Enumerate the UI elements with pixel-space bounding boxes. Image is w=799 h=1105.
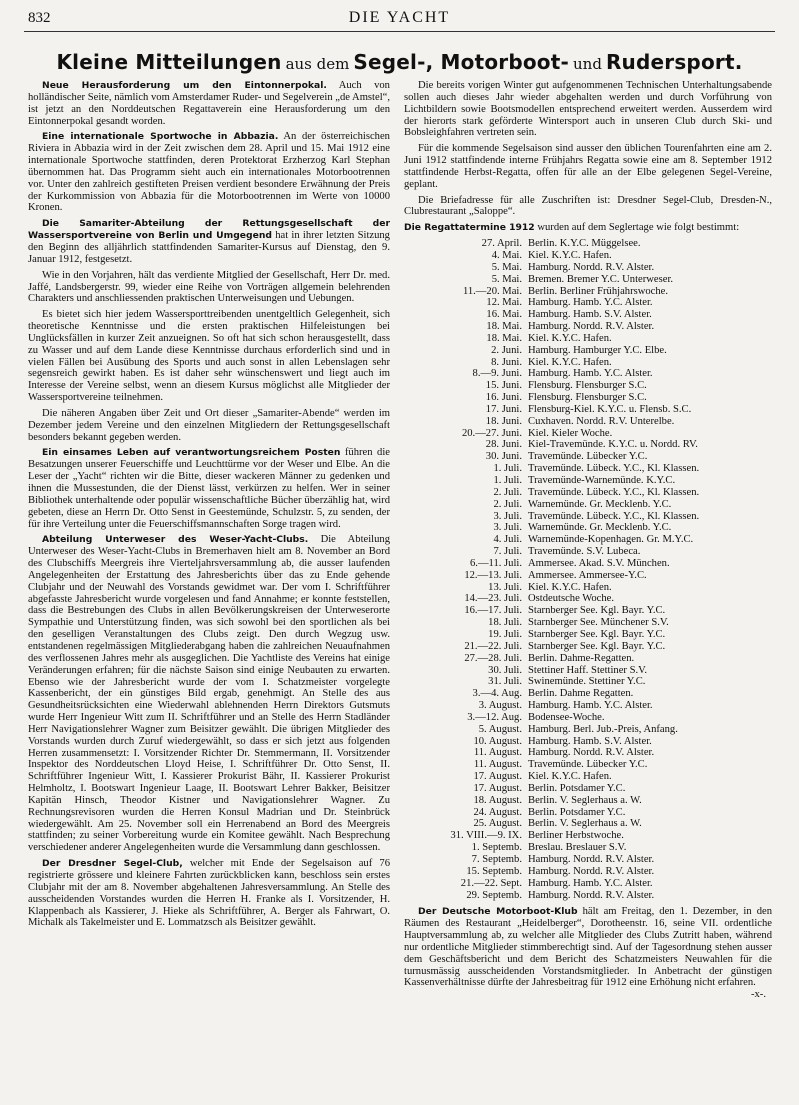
table-row (404, 866, 699, 878)
regatta-date: 19. Juli. (488, 628, 522, 640)
table-row (404, 807, 699, 819)
running-title: DIE YACHT (348, 9, 451, 26)
table-row (404, 771, 699, 783)
table-row (404, 345, 699, 357)
regatta-date: 30. Juni. (485, 451, 522, 463)
regatta-date: 27.—28. Juli. (464, 652, 522, 664)
regatta-date: 20.—27. Juni. (461, 427, 522, 439)
table-row (404, 522, 699, 534)
regatta-date: 10. August. (473, 735, 522, 747)
table-row (404, 783, 699, 795)
regatta-event: Travemünde-Warnemünde. K.Y.C. (528, 475, 676, 486)
regatta-date: 29. Septemb. (466, 889, 522, 901)
regatta-event: Hamburg. Hamb. Y.C. Alster. (528, 700, 653, 712)
article-unterweser (28, 534, 390, 854)
table-row (404, 534, 699, 546)
article-paragraph: Die näheren Angaben über Zeit und Ort dieser „Samariter-Abende“ werden im Dezember jedem Vereine und den einzelnen Mitgliedern der Rettungsgesellschaft besonders bekannt gegeben werden. (28, 407, 390, 443)
table-row (404, 499, 699, 511)
regatta-date: 14.—23. Juli. (464, 593, 522, 605)
table-row (404, 582, 699, 594)
table-row (404, 818, 699, 830)
table-row (404, 463, 699, 475)
regatta-event: Flensburg. Flensburger S.C. (528, 380, 647, 392)
regatta-event: Hamburg. Hamb. S.V. Alster. (528, 735, 652, 747)
article-regattatermine (404, 222, 772, 234)
table-row (404, 380, 699, 392)
regatta-date: 15. Juni. (485, 380, 522, 392)
table-row (404, 558, 699, 570)
regatta-date: 18. Mai. (486, 332, 522, 344)
article-body: wurden auf dem Seglertage wie folgt bestimmt: (537, 222, 740, 234)
table-row (404, 428, 699, 440)
regatta-date: 25. August. (473, 818, 522, 830)
regatta-date: 3. Juli. (493, 522, 522, 534)
regatta-event: Cuxhaven. Nordd. R.V. Unterelbe. (528, 415, 675, 427)
regatta-date: 12.—13. Juli. (464, 569, 522, 581)
table-row (404, 712, 699, 724)
article-heading: Die Samariter-Abteilung der Rettungsgesellschaft der Wassersportvereine von Berlin und Umgegend (28, 218, 390, 242)
regatta-event: Hamburg. Nordd. R.V. Alster. (528, 854, 655, 865)
regatta-date: 27. April. (481, 238, 522, 250)
article-motorboot (404, 906, 773, 1001)
header-rule (24, 31, 775, 32)
table-row (404, 629, 699, 641)
regatta-event: Flensburg. Flensburger S.C. (528, 392, 647, 404)
article-heading: Die Regattatermine 1912 (404, 222, 535, 234)
regatta-date: 11. August. (473, 759, 522, 771)
author-signature: -x-. (750, 989, 766, 1001)
table-row (404, 676, 699, 688)
table-row (404, 665, 699, 677)
regatta-date: 8.—9. Juni. (472, 368, 522, 380)
regatta-date: 28. Juni. (485, 439, 522, 451)
regatta-event: Kiel. K.Y.C. Hafen. (528, 771, 612, 783)
table-row (404, 416, 699, 428)
regatta-date: 5. Mai. (491, 261, 522, 273)
table-row (404, 736, 699, 748)
table-row (404, 700, 699, 712)
regatta-date: 18. August. (473, 794, 522, 806)
regatta-event: Berliner Herbstwoche. (528, 830, 624, 842)
table-row (404, 878, 699, 890)
table-row (404, 842, 699, 854)
regatta-event: Warnemünde-Kopenhagen. Gr. M.Y.C. (528, 534, 694, 546)
regatta-event: Warnemünde. Gr. Mecklenb. Y.C. (528, 522, 672, 534)
regatta-date: 3. Juli. (493, 510, 522, 522)
regatta-date: 21.—22. Sept. (460, 877, 522, 889)
article-sportwoche (28, 131, 390, 214)
regatta-date: 21.—22. Juli. (464, 640, 522, 652)
table-row (404, 759, 699, 771)
table-row (404, 890, 699, 902)
table-row (404, 605, 699, 617)
regatta-date: 3.—4. Aug. (472, 688, 522, 700)
regatta-date: 16.—17. Juli. (464, 605, 522, 617)
regatta-event: Travemünde. Lübeck. Y.C., Kl. Klassen. (528, 486, 700, 498)
regatta-date: 30. Juli. (488, 664, 522, 676)
page-number: 832 (28, 10, 51, 26)
left-column (28, 80, 390, 933)
regatta-date: 3.—12. Aug. (467, 711, 522, 723)
regatta-date: 7. Juli. (493, 546, 522, 558)
article-heading: Der Deutsche Motorboot-Klub (418, 906, 578, 918)
article-body: An der österreichischen Riviera in Abbazia wird in der Zeit zwischen dem 28. April und 15. Mai 1912 eine internationale Sportwoche stattfinden, deren Protektorat Erzherzog Karl Stephan übernommen hat. Das Programm sieht auch ein internationales Motorbootrennen vor. Unter den zahlreich gestifteten Preisen verdient besondere Erwähnung der Preis der Kurkommission von Abbazia für die Motorbootrennen im Werte von 10000 Kronen. (28, 131, 390, 214)
regatta-date: 4. Juli. (493, 534, 522, 546)
regatta-date: 17. August. (473, 771, 522, 783)
regatta-event: Hamburg. Nordd. R.V. Alster. (528, 321, 655, 333)
regatta-event: Hamburg. Nordd. R.V. Alster. (528, 261, 655, 273)
headline-part-2: aus dem (285, 55, 350, 73)
regatta-date: 1. Juli. (493, 475, 522, 486)
regatta-date: 16. Juni. (485, 392, 522, 404)
regatta-event: Travemünde. Lübecker Y.C. (528, 451, 648, 463)
section-headline (0, 50, 799, 74)
table-row (404, 368, 699, 380)
table-row (404, 688, 699, 700)
regatta-date: 31. VIII.—9. IX. (450, 830, 522, 842)
regatta-date: 7. Septemb. (471, 854, 522, 865)
table-row (404, 309, 699, 321)
regatta-event: Berlin. Potsdamer Y.C. (528, 782, 626, 794)
regatta-event: Kiel. K.Y.C. Hafen. (528, 332, 612, 344)
regatta-event: Hamburg. Nordd. R.V. Alster. (528, 889, 655, 901)
regatta-date: 6.—11. Juli. (470, 557, 522, 569)
article-body: welcher mit Ende der Segelsaison auf 76 registrierte grössere und kleinere Fahrten zurückblicken kann, beschloss sein erstes Clubjahr mit der am 8. November abgehaltenen Jahresversammlung. An Stelle des ausscheidenden Vorstandes wurden die Herren H. Franke als I. Vorsitzender, H. Klappenbach als Kassierer, J. Hieke als Schriftführer, A. Berger als Fahrwart, O. Michalk als Takelmeister und E. Lommatzsch als Beisitzer gewählt. (28, 858, 391, 929)
table-row (404, 830, 699, 842)
regatta-event: Berlin. V. Seglerhaus a. W. (528, 818, 642, 830)
regatta-event: Bremen. Bremer Y.C. Unterweser. (528, 273, 674, 285)
headline-part-1: Kleine Mitteilungen (56, 50, 282, 74)
article-heading: Neue Herausforderung um den Eintonnerpokal. (42, 80, 327, 91)
article-einsames-leben (28, 447, 390, 530)
regatta-date: 16. Mai. (486, 309, 522, 321)
regatta-event: Berlin. K.Y.C. Müggelsee. (528, 238, 641, 250)
table-row (404, 274, 699, 286)
article-body: hat in ihrer letzten Sitzung den Beginn des alljährlich stattfindenden Samariter-Kursus auf Dienstag, den 9. Januar 1912, festgesetzt. (28, 230, 390, 265)
regatta-date: 18. Juni. (485, 415, 522, 427)
regatta-event: Berlin. Dahme-Regatten. (528, 652, 635, 664)
regatta-event: Starnberger See. Münchener S.V. (528, 617, 669, 629)
headline-part-5: Rudersport. (605, 50, 743, 74)
regatta-event: Travemünde. S.V. Lubeca. (528, 546, 641, 558)
article-body: hält am Freitag, den 1. Dezember, in den Räumen des Restaurant „Heidelberger“, Dorotheenstr. 16, seine VII. ordentliche Hauptversammlung ab, zu welcher alle Mitglieder des Clubs Zutritt haben, während nur ordentliche Mitglieder stimmberechtigt sind. Auf der Tagesordnung stehen ausser dem Geschäftsbericht und dem Bericht des Schatzmeisters Neuwahlen für die turnusmässig ausscheidenden Vorstandsmitglieder. In Anbetracht der günstigen Kassenverhältnisse dürfte der Jahresbeitrag für 1912 eine Erhöhung nicht erfahren. (404, 906, 773, 989)
table-row (404, 511, 699, 523)
regatta-date: 12. Mai. (486, 297, 522, 309)
regatta-event: Kiel-Travemünde. K.Y.C. u. Nordd. RV. (528, 439, 698, 451)
table-row (404, 487, 699, 499)
regatta-date: 3. August. (478, 700, 522, 712)
table-row (404, 262, 699, 274)
article-heading: Eine internationale Sportwoche in Abbazia. (42, 131, 279, 143)
article-paragraph: Die Briefadresse für alle Zuschriften ist: Dresdner Segel-Club, Dresden-N., Clubrestaurant „Saloppe“. (404, 194, 772, 218)
article-paragraph: Für die kommende Segelsaison sind ausser den üblichen Tourenfahrten eine am 2. Juni 1912 stattfindende interne Frühjahrs Regatta sowie eine am 8. September 1912 stattfindende Herbst-Regatta, offen für alle an der Elbe gelegenen Segel-Vereine, geplant. (404, 143, 772, 190)
regatta-event: Berlin. Dahme Regatten. (528, 688, 634, 700)
table-row (404, 546, 699, 558)
regatta-event: Kiel. K.Y.C. Hafen. (528, 356, 612, 368)
regatta-date: 2. Juli. (493, 486, 522, 498)
regatta-event: Bodensee-Woche. (528, 711, 605, 723)
regatta-date: 18. Juli. (488, 617, 522, 629)
table-row (404, 357, 699, 369)
table-row (404, 250, 699, 262)
table-row (404, 570, 699, 582)
regatta-event: Hamburg. Hamb. Y.C. Alster. (528, 368, 653, 380)
table-row (404, 641, 699, 653)
regatta-event: Berlin. Potsdamer Y.C. (528, 806, 626, 818)
headline-part-3: Segel-, Motorboot- (353, 50, 569, 74)
regatta-event: Travemünde. Lübeck. Y.C., Kl. Klassen. (528, 463, 700, 475)
regatta-event: Breslau. Breslauer S.V. (528, 842, 627, 854)
table-row (404, 451, 699, 463)
table-row (404, 617, 699, 629)
regatta-event: Kiel. K.Y.C. Hafen. (528, 581, 612, 593)
regatta-event: Ostdeutsche Woche. (528, 593, 615, 605)
regatta-event: Starnberger See. Kgl. Bayr. Y.C. (528, 640, 666, 652)
regatta-event: Hamburg. Hamburger Y.C. Elbe. (528, 344, 667, 356)
regatta-event: Kiel. K.Y.C. Hafen. (528, 249, 612, 261)
right-column (404, 80, 772, 1001)
regatta-event: Starnberger See. Kgl. Bayr. Y.C. (528, 605, 666, 617)
regatta-date: 2. Juni. (491, 344, 522, 356)
regatta-event: Berlin. V. Seglerhaus a. W. (528, 794, 642, 806)
regatta-event: Berlin. Berliner Frühjahrswoche. (528, 285, 669, 297)
table-row (404, 747, 699, 759)
regatta-date: 31. Juli. (488, 676, 522, 688)
article-paragraph: Wie in den Vorjahren, hält das verdiente Mitglied der Gesellschaft, Herr Dr. med. Jaffé, Landsbergerstr. 99, wieder eine Reihe von Vorträgen allgemein belehrenden Charakters und anschliessenden praktischen Unterweisungen und Uebungen. (28, 269, 390, 305)
regatta-date: 1. Juli. (493, 463, 522, 475)
regatta-event: Hamburg. Nordd. R.V. Alster. (528, 747, 655, 759)
regatta-date: 8. Juni. (491, 356, 522, 368)
table-row (404, 475, 699, 487)
article-body: Die Abteilung Unterweser des Weser-Yacht-Clubs in Bremerhaven hielt am 8. November an Bord des Clubschiffs Meergreis ihre Vierteljahrsversammlung ab, die ausser laufenden Angelegenheiten der Erstattung des Jahresberichts über das zu Ende gehende Clubjahr und der Neuwahl des Vorstands gewidmet war. Der vom I. Schriftführer abgefasste Jahresbericht wurde vorgelesen und fand Annahme; er konnte feststellen, dass die Bestrebungen des Clubs in allen Bevölkerungskreisen der Unterweserorte Sympathie und Unterstützung finden, was sich sowohl bei den sportlichen als bei den geselligen Veranstaltungen des Clubs zeigt. Den durch Wegzug usw. entstandenen regelmässigen Mitgliederabgang haben die zahlreichen Neuaufnahmen des verflossenen Jahres mehr als ausgeglichen. Die Yachtliste des Vereins hat einige Veränderungen erfahren; für die nächste Saison sind einige Neubauten zu erwarten. Ebenso wie der Jahresbericht wurde der vom I. Schatzmeister vorgelegte Kassenbericht, der ein günstiges Bild ergab, genehmigt. An Stelle des aus Gesundheitsrücksichten eine Wiederwahl ablehnenden Herrn Direktors Gutsmuts wurde Herr Ingenieur Witt zum II. Schriftführer und an Stelle des Herrn Stadländer Herr Navigationslehrer Wagner zum Beisitzer gewählt. Die übrigen Mitglieder des Vorstands wurden durch Zuruf wiedergewählt, so dass er sich jetzt aus folgenden Herren zusammensetzt: I. Vorsitzender Richter Dr. Stemmermann, II. Vorsitzender Inspektor des Norddeutschen Lloyd Heise, I. Schriftführer Dr. Otto Senst, II. Schriftführer Ingenieur Witt, I. Kassierer Prokurist Bähr, II. Kassierer Prokurist Helmholtz, I. Bootswart Ingenieur Laage, II. Bootswart Lehrer Bakker, Beisitzer Kapitän Hinsch, Theodor Kistner und Navigationslehrer Wagner. Zu Rechnungsrevisoren wurden die Herren Konsul Madrian und Dr. Steinbrück wiedergewählt. Am 25. November soll ein Herrenabend an Bord des Meergreis stattfinden; zu seiner Vorbereitung wurde ein Komitee gewählt. Nach Besprechung verschiedener anderer Angelegenheiten wurde die Versammlung dann geschlossen. (28, 534, 391, 854)
regatta-date: 24. August. (473, 806, 522, 818)
regatta-date: 13. Juli. (488, 581, 522, 593)
regatta-event: Flensburg-Kiel. K.Y.C. u. Flensb. S.C. (528, 403, 692, 415)
table-row (404, 286, 699, 298)
article-heading: Der Dresdner Segel-Club, (42, 858, 183, 870)
regatta-event: Hamburg. Hamb. Y.C. Alster. (528, 297, 653, 309)
regatta-event: Starnberger See. Kgl. Bayr. Y.C. (528, 628, 666, 640)
table-row (404, 392, 699, 404)
table-row (404, 404, 699, 416)
article-body: Auch von holländischer Seite, nämlich vom Amsterdamer Ruder- und Segelverein „de Amstel“, ist jetzt an den Norddeutschen Regattaverein eine Herausforderung um den Eintonnerpokal gesandt worden. (28, 80, 390, 127)
regatta-event: Hamburg. Hamb. S.V. Alster. (528, 309, 652, 321)
table-row (404, 238, 699, 250)
regatta-date: 17. August. (473, 782, 522, 794)
table-row (404, 321, 699, 333)
table-row (404, 653, 699, 665)
article-body: führen die Besatzungen unserer Feuerschiffe und Leuchttürme vor der Weser und Elbe. An die Leser der „Yacht“ richten wir die Bitte, dieser wackeren Männer zu gedenken und ihnen die Mussestunden, die der Dienst lässt, verkürzen zu helfen. Wer in seiner Bibliothek unterhaltende oder populär wissenschaftliche Bücher überzählig hat, wird gebeten, diese an Herrn Dr. Otto Senst in Geestemünde, Schulzstr. 5, zu senden, der für ihre Verteilung unter die Feuerschiffsmannschaften Sorge tragen wird. (28, 447, 391, 530)
regatta-date: 17. Juni. (485, 403, 522, 415)
table-row (404, 724, 699, 736)
article-paragraph: Die bereits vorigen Winter gut aufgenommenen Technischen Unterhaltungsabende sollen auch dieses Jahr wieder abgehalten werden und durch Vorführung von Lichtbildern sowie Bootsmodellen entsprechend erweitert werden. Ausserdem wird der hierorts stark geförderte Wintersport auch in unseren Club durch Ski- und Bobsleighfahren vertreten sein. (404, 80, 772, 139)
table-row (404, 795, 699, 807)
table-row (404, 439, 699, 451)
article-heading: Ein einsames Leben auf verantwortungsreichem Posten (42, 447, 341, 459)
table-row (404, 297, 699, 309)
article-herausforderung (28, 80, 390, 127)
article-heading: Abteilung Unterweser des Weser-Yacht-Clubs. (42, 534, 309, 546)
regatta-event: Ammersee. Akad. S.V. München. (528, 557, 670, 569)
regatta-date: 2. Juli. (493, 498, 522, 510)
regatta-date: 11.—20. Mai. (462, 285, 522, 297)
table-row (404, 593, 699, 605)
article-dresdner (28, 858, 390, 929)
regatta-date: 15. Septemb. (466, 865, 522, 877)
regatta-event: Swinemünde. Stettiner Y.C. (528, 676, 646, 688)
regatta-event: Stettiner Haff. Stettiner S.V. (528, 664, 648, 676)
regatta-event: Warnemünde. Gr. Mecklenb. Y.C. (528, 498, 672, 510)
headline-part-4: und (573, 55, 602, 73)
regatta-dates-table (404, 238, 699, 901)
regatta-date: 5. Mai. (491, 273, 522, 285)
regatta-event: Ammersee. Ammersee-Y.C. (528, 569, 647, 581)
regatta-event: Travemünde. Lübecker Y.C. (528, 759, 648, 771)
table-row (404, 333, 699, 345)
regatta-date: 1. Septemb. (471, 842, 522, 854)
regatta-event: Travemünde. Lübeck. Y.C., Kl. Klassen. (528, 510, 700, 522)
regatta-date: 11. August. (473, 747, 522, 759)
article-samariter (28, 218, 390, 265)
regatta-event: Hamburg. Berl. Jub.-Preis, Anfang. (528, 723, 678, 735)
regatta-event: Kiel. Kieler Woche. (528, 427, 613, 439)
regatta-date: 5. August. (478, 723, 522, 735)
article-paragraph: Es bietet sich hier jedem Wassersporttreibenden unentgeltlich Gelegenheit, sich theoretische Kenntnisse und die ersten praktischen Hilfeleistungen bei Unglücksfällen in kurzer Zeit anzueignen. So oft hat sich schon herausgestellt, dass zu Wasser und auf dem Lande diese Kenntnisse durchaus erforderlich sind und in vielen Fällen bei Ausübung des Sports und auch sonst in allen Lebenslagen sehr segensreich gewirkt haben. Es ist daher sehr wünschenswert und liegt auch im Interesse der Vereine selbst, wenn an diesem Kursus möglichst alle Mitglieder der Wassersportvereine teilnehmen. (28, 309, 390, 404)
regatta-date: 4. Mai. (491, 249, 522, 261)
table-row (404, 854, 699, 866)
regatta-event: Hamburg. Hamb. Y.C. Alster. (528, 877, 653, 889)
regatta-date: 18. Mai. (486, 321, 522, 333)
regatta-event: Hamburg. Nordd. R.V. Alster. (528, 865, 655, 877)
